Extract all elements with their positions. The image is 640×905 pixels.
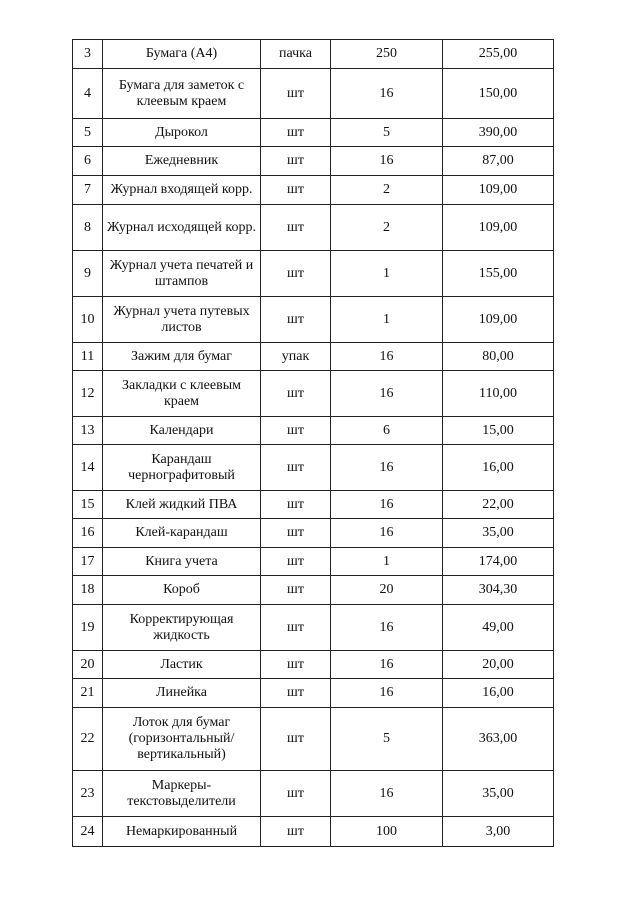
item-name: Журнал исходящей корр. [103, 205, 261, 251]
table-row [73, 679, 554, 708]
table-row [73, 491, 554, 519]
item-name: Книга учета [103, 548, 261, 576]
unit: шт [261, 605, 331, 651]
quantity: 16 [331, 69, 443, 119]
price: 35,00 [443, 519, 554, 548]
unit: пачка [261, 40, 331, 69]
price: 304,30 [443, 576, 554, 605]
quantity: 16 [331, 679, 443, 708]
unit: шт [261, 205, 331, 251]
price: 109,00 [443, 176, 554, 205]
table-row [73, 417, 554, 445]
row-number: 16 [73, 519, 103, 548]
item-name: Закладки с клеевым краем [103, 371, 261, 417]
table-row [73, 147, 554, 176]
table-row [73, 176, 554, 205]
supplies-table [72, 39, 554, 847]
item-name: Короб [103, 576, 261, 605]
price: 150,00 [443, 69, 554, 119]
price: 155,00 [443, 251, 554, 297]
table-row [73, 343, 554, 371]
quantity: 5 [331, 708, 443, 771]
unit: шт [261, 519, 331, 548]
unit: шт [261, 297, 331, 343]
price: 87,00 [443, 147, 554, 176]
row-number: 14 [73, 445, 103, 491]
row-number: 24 [73, 817, 103, 847]
item-name: Бумага (А4) [103, 40, 261, 69]
row-number: 3 [73, 40, 103, 69]
row-number: 21 [73, 679, 103, 708]
row-number: 7 [73, 176, 103, 205]
unit: шт [261, 176, 331, 205]
price: 16,00 [443, 445, 554, 491]
table-row [73, 651, 554, 679]
unit: шт [261, 548, 331, 576]
table-row [73, 205, 554, 251]
unit: шт [261, 251, 331, 297]
quantity: 16 [331, 445, 443, 491]
item-name: Немаркированный [103, 817, 261, 847]
item-name: Линейка [103, 679, 261, 708]
price: 22,00 [443, 491, 554, 519]
quantity: 2 [331, 205, 443, 251]
price: 390,00 [443, 119, 554, 147]
unit: шт [261, 651, 331, 679]
item-name: Дырокол [103, 119, 261, 147]
price: 363,00 [443, 708, 554, 771]
quantity: 5 [331, 119, 443, 147]
price: 80,00 [443, 343, 554, 371]
quantity: 16 [331, 491, 443, 519]
quantity: 16 [331, 605, 443, 651]
unit: шт [261, 817, 331, 847]
item-name: Ежедневник [103, 147, 261, 176]
table-row [73, 771, 554, 817]
unit: шт [261, 417, 331, 445]
quantity: 100 [331, 817, 443, 847]
quantity: 16 [331, 651, 443, 679]
table-row [73, 445, 554, 491]
table-row [73, 548, 554, 576]
quantity: 250 [331, 40, 443, 69]
row-number: 20 [73, 651, 103, 679]
row-number: 18 [73, 576, 103, 605]
table-row [73, 519, 554, 548]
unit: шт [261, 119, 331, 147]
item-name: Корректирующая жидкость [103, 605, 261, 651]
row-number: 13 [73, 417, 103, 445]
unit: шт [261, 147, 331, 176]
price: 174,00 [443, 548, 554, 576]
unit: шт [261, 69, 331, 119]
price: 255,00 [443, 40, 554, 69]
unit: шт [261, 371, 331, 417]
table-row [73, 605, 554, 651]
item-name: Клей-карандаш [103, 519, 261, 548]
table-row [73, 576, 554, 605]
quantity: 2 [331, 176, 443, 205]
quantity: 16 [331, 371, 443, 417]
quantity: 1 [331, 297, 443, 343]
row-number: 6 [73, 147, 103, 176]
unit: шт [261, 445, 331, 491]
quantity: 1 [331, 548, 443, 576]
row-number: 23 [73, 771, 103, 817]
price: 20,00 [443, 651, 554, 679]
table-row [73, 708, 554, 771]
table-row [73, 40, 554, 69]
price: 110,00 [443, 371, 554, 417]
item-name: Ластик [103, 651, 261, 679]
item-name: Журнал учета путевых листов [103, 297, 261, 343]
unit: упак [261, 343, 331, 371]
quantity: 1 [331, 251, 443, 297]
row-number: 12 [73, 371, 103, 417]
price: 109,00 [443, 297, 554, 343]
price: 15,00 [443, 417, 554, 445]
row-number: 17 [73, 548, 103, 576]
quantity: 16 [331, 771, 443, 817]
table-row [73, 817, 554, 847]
price: 35,00 [443, 771, 554, 817]
item-name: Зажим для бумаг [103, 343, 261, 371]
price: 49,00 [443, 605, 554, 651]
price: 109,00 [443, 205, 554, 251]
item-name: Бумага для заметок с клеевым краем [103, 69, 261, 119]
row-number: 22 [73, 708, 103, 771]
unit: шт [261, 491, 331, 519]
item-name: Лоток для бумаг (горизонтальный/вертикальный) [103, 708, 261, 771]
table-row [73, 119, 554, 147]
quantity: 16 [331, 343, 443, 371]
row-number: 8 [73, 205, 103, 251]
item-name: Календари [103, 417, 261, 445]
unit: шт [261, 708, 331, 771]
item-name: Клей жидкий ПВА [103, 491, 261, 519]
quantity: 16 [331, 147, 443, 176]
item-name: Карандаш чернографитовый [103, 445, 261, 491]
row-number: 19 [73, 605, 103, 651]
row-number: 4 [73, 69, 103, 119]
price: 3,00 [443, 817, 554, 847]
row-number: 5 [73, 119, 103, 147]
supplies-table-body [73, 40, 554, 847]
item-name: Маркеры-текстовыделители [103, 771, 261, 817]
quantity: 20 [331, 576, 443, 605]
row-number: 10 [73, 297, 103, 343]
row-number: 9 [73, 251, 103, 297]
item-name: Журнал входящей корр. [103, 176, 261, 205]
unit: шт [261, 771, 331, 817]
table-row [73, 297, 554, 343]
unit: шт [261, 679, 331, 708]
item-name: Журнал учета печатей и штампов [103, 251, 261, 297]
unit: шт [261, 576, 331, 605]
price: 16,00 [443, 679, 554, 708]
row-number: 15 [73, 491, 103, 519]
table-row [73, 69, 554, 119]
row-number: 11 [73, 343, 103, 371]
quantity: 6 [331, 417, 443, 445]
table-row [73, 371, 554, 417]
quantity: 16 [331, 519, 443, 548]
table-row [73, 251, 554, 297]
